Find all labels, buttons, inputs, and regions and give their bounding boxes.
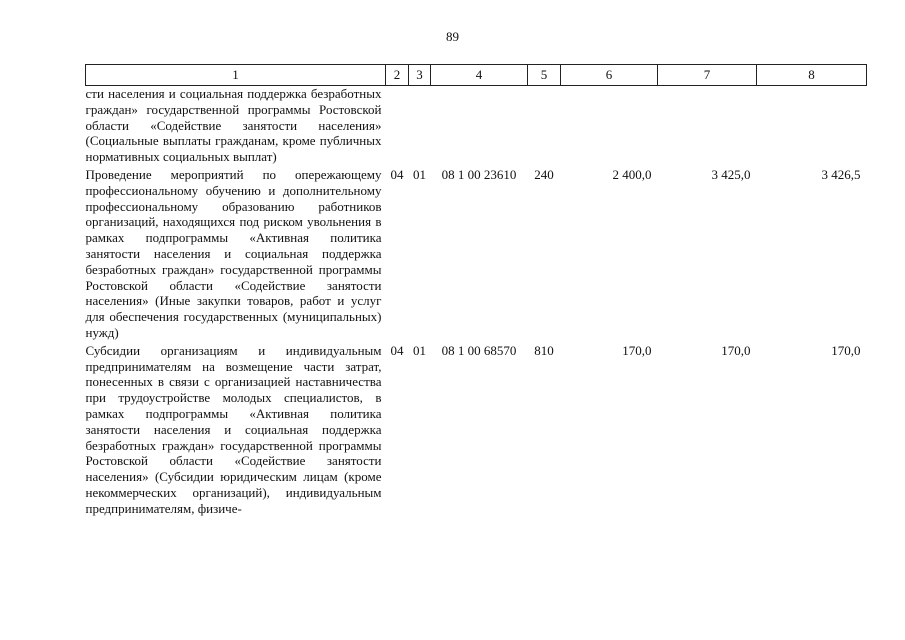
row-amount-2: 170,0 xyxy=(721,342,751,358)
row-amount-3: 3 426,5 xyxy=(821,166,861,182)
row-description: сти населения и социальная поддержка безработных граждан» государственной программы Ростовской области «Содействие занятости населения» (Социальные выплаты гражданам, кроме публичных нормативных социальных выплат) xyxy=(85,86,382,165)
row-amount-1: 2 400,0 xyxy=(612,166,652,182)
row-subsection xyxy=(409,86,431,165)
row-description: Субсидии организациям и индивидуальным предпринимателям на возмещение части затрат, понесенных в связи с организацией наставничества при трудоустройстве молодых специалистов, в рамках подпрограммы «Активная политика занятости населения и социальная поддержка безработных граждан» государственной программы Ростовской области «Содействие занятости населения» (Субсидии юридическим лицам (кроме некоммерческих организаций), индивидуальным предпринимателям, физиче- xyxy=(85,342,382,516)
header-col-8: 8 xyxy=(757,65,867,86)
header-col-1: 1 xyxy=(86,65,386,86)
row-target-code: 08 1 00 23610 xyxy=(441,166,517,182)
header-col-5: 5 xyxy=(528,65,561,86)
row-section: 04 xyxy=(390,342,404,358)
header-row xyxy=(86,65,867,86)
header-col-7: 7 xyxy=(658,65,757,86)
row-expense-type: 240 xyxy=(534,166,554,182)
table-row xyxy=(86,86,867,165)
header-col-2: 2 xyxy=(386,65,409,86)
page-number: 89 xyxy=(446,29,459,44)
header-col-3: 3 xyxy=(409,65,431,86)
row-target-code xyxy=(431,86,528,165)
row-amount-1: 170,0 xyxy=(622,342,652,358)
row-subsection: 01 xyxy=(413,342,426,358)
budget-table xyxy=(85,64,867,517)
row-amount-3: 170,0 xyxy=(831,342,861,358)
row-amount-1 xyxy=(561,86,658,165)
row-section: 04 xyxy=(390,166,404,182)
row-amount-3 xyxy=(757,86,867,165)
row-amount-2 xyxy=(658,86,757,165)
row-subsection: 01 xyxy=(413,166,426,182)
table-row xyxy=(86,341,867,517)
row-target-code: 08 1 00 68570 xyxy=(441,342,517,358)
header-col-4: 4 xyxy=(431,65,528,86)
row-amount-2: 3 425,0 xyxy=(711,166,751,182)
header-col-6: 6 xyxy=(561,65,658,86)
row-expense-type: 810 xyxy=(534,342,554,358)
row-section xyxy=(386,86,409,165)
row-expense-type xyxy=(528,86,561,165)
row-description: Проведение мероприятий по опережающему профессиональному обучению и дополнительному профессиональному образованию работников организаций, находящихся под риском увольнения в рамках подпрограммы «Активная политика занятости населения и социальная поддержка безработных граждан» государственной программы Ростовской области «Содействие занятости населения» (Иные закупки товаров, работ и услуг для обеспечения государственных (муниципальных) нужд) xyxy=(85,166,382,340)
table-row xyxy=(86,165,867,341)
